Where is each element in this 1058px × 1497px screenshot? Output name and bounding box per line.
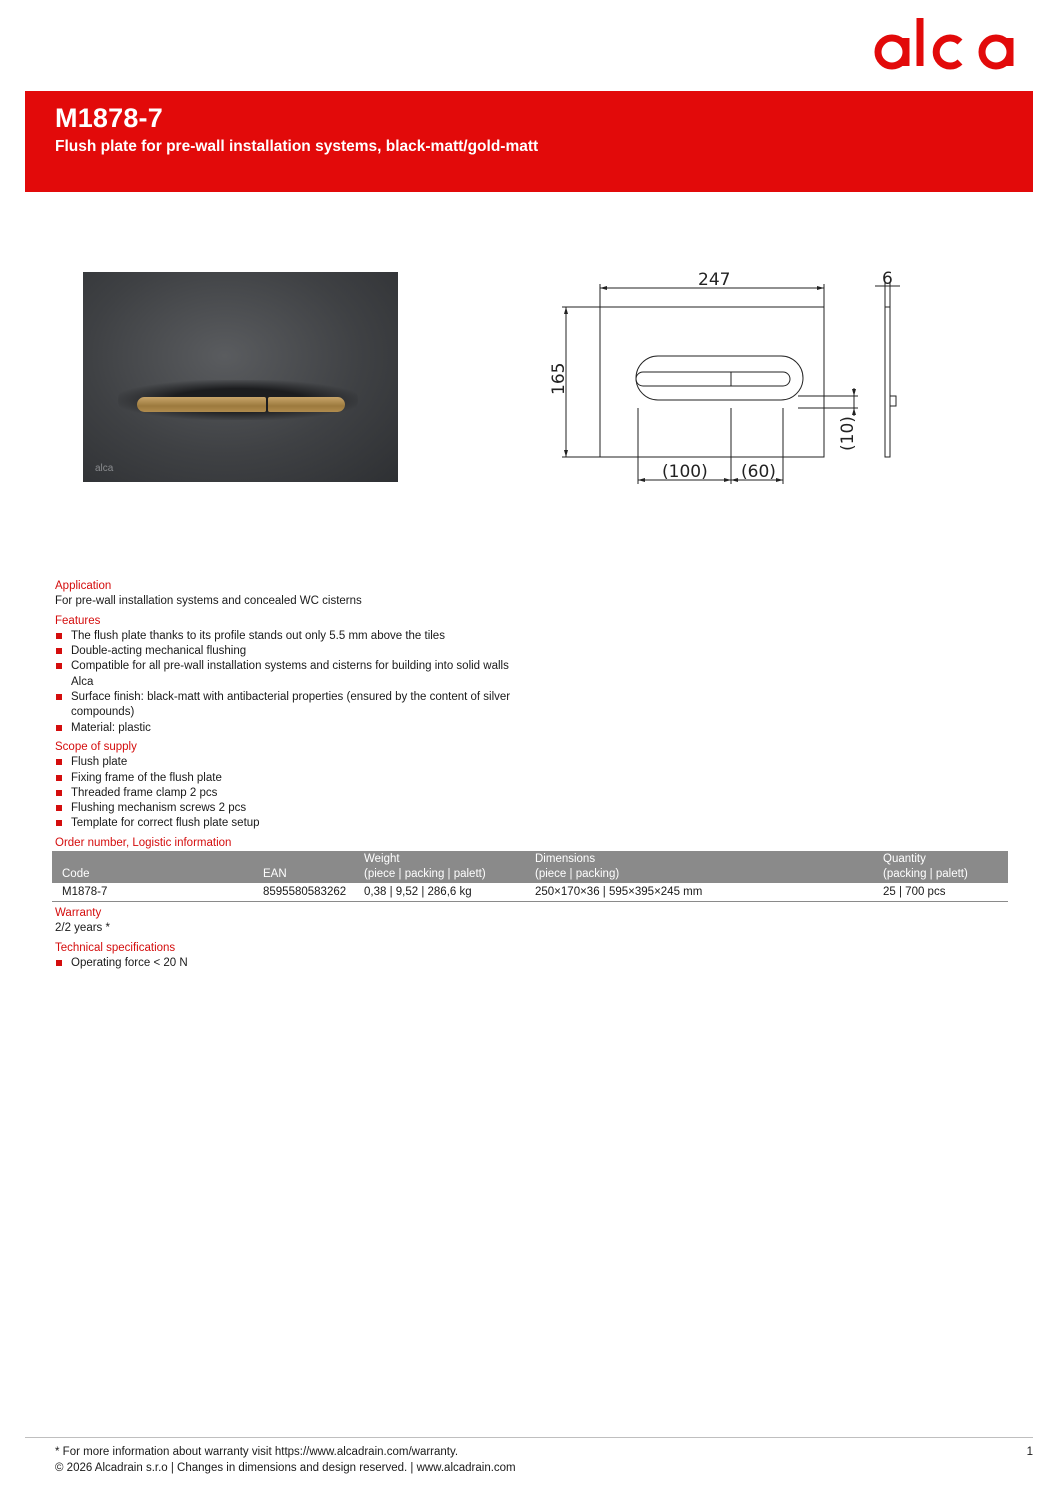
height-dimension: 165 [549,362,569,395]
large-flush-button [137,397,266,412]
warranty-heading: Warranty [55,907,102,920]
list-item: Double-acting mechanical flushing [55,644,511,659]
left-button-dimension: (100) [662,462,708,482]
list-item: Compatible for all pre-wall installation systems and cisterns for building into solid walls Alca [55,659,511,690]
order-table [52,851,1008,902]
product-subtitle: Flush plate for pre-wall installation systems, black-matt/gold-matt [55,138,539,155]
features-heading: Features [55,614,101,627]
product-photo [83,272,398,482]
list-item: Template for correct flush plate setup [55,816,511,831]
application-heading: Application [55,580,112,592]
col-weight: Weight (piece | packing | palett) [364,851,535,883]
scope-list [55,755,1015,831]
small-flush-button [268,397,345,412]
list-item: Material: plastic [55,721,511,736]
technical-drawing [540,262,910,492]
col-dimensions: Dimensions (piece | packing) [535,851,883,883]
right-button-dimension: (60) [741,462,776,482]
col-quantity: Quantity (packing | palett) [883,851,1008,883]
plate-outline [600,307,824,457]
cell-dimensions: 250×170×36 | 595×395×245 mm [535,883,883,902]
cell-code: M1878-7 [52,883,263,902]
list-item: Flush plate [55,755,511,770]
list-item: Flushing mechanism screws 2 pcs [55,801,511,816]
application-text: For pre-wall installation systems and concealed WC cisterns [55,595,362,608]
alca-logo [870,14,1034,76]
list-item: The flush plate thanks to its profile stands out only 5.5 mm above the tiles [55,629,511,644]
list-item: Threaded frame clamp 2 pcs [55,786,511,801]
order-heading: Order number, Logistic information [55,836,232,849]
tech-heading: Technical specifications [55,941,176,954]
product-code: M1878-7 [55,103,163,133]
footer-divider [25,1437,1033,1438]
copyright: © 2026 Alcadrain s.r.o | Changes in dimensions and design reserved. | www.alcadrain.com [55,1462,516,1474]
page-number: 1 [1026,1446,1033,1458]
warranty-text: 2/2 years * [55,922,110,935]
col-code: Code [52,851,263,883]
warranty-footnote: * For more information about warranty visit https://www.alcadrain.com/warranty. [55,1446,459,1458]
cell-weight: 0,38 | 9,52 | 286,6 kg [364,883,535,902]
table-row [52,883,1008,902]
depth-dimension: 6 [882,269,893,289]
table-header-row [52,851,1008,883]
button-height-dimension: (10) [838,416,858,451]
product-header [25,91,1033,192]
list-item: Fixing frame of the flush plate [55,771,511,786]
col-ean: EAN [263,851,364,883]
cell-quantity: 25 | 700 pcs [883,883,1008,902]
product-details [55,579,1015,971]
features-list [55,629,1015,736]
list-item: Operating force < 20 N [55,956,511,971]
scope-heading: Scope of supply [55,740,137,753]
tech-list [55,956,1015,971]
side-profile [885,307,890,457]
photo-brand-mark: alca [95,463,114,474]
list-item: Surface finish: black-matt with antibacterial properties (ensured by the content of silver compounds) [55,690,511,721]
button-outline [636,356,803,400]
width-dimension: 247 [698,270,731,290]
cell-ean: 8595580583262 [263,883,364,902]
